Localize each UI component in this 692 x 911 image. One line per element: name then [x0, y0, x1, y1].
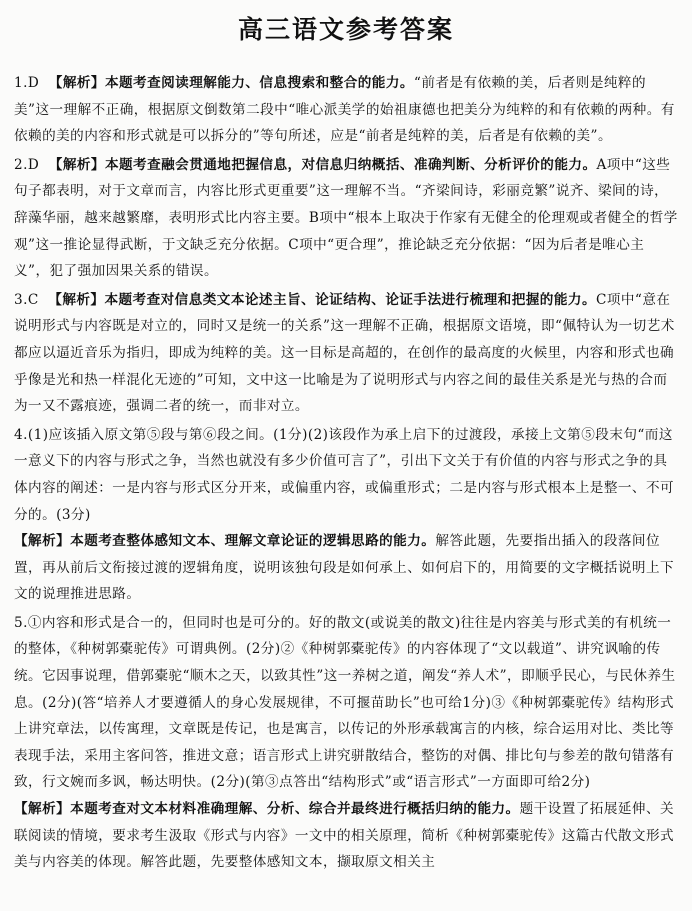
answer-content	[14, 70, 678, 876]
answer-paragraph	[14, 152, 678, 285]
item-number: 1.	[14, 75, 28, 91]
analysis-tag: 【解析】本题考查阅读理解能力、信息搜索和整合的能力。	[48, 75, 414, 91]
analysis-tag: 【解析】本题考查对文本材料准确理解、分析、综合并最终进行概括归纳的能力。	[14, 801, 520, 818]
analysis-text: A项中“这些句子都表明，对于文章而言，内容比形式更重要”这一理解不当。“齐梁间诗，彩丽竞繁”说齐、梁间的诗，辞藻华丽，越来越繁靡，表明形式比内容主要。B项中“根本上取决于作家有无健全的伦理观或者健全的哲学观”这一推论显得武断，于文缺乏充分依据。C项中“更合理”，推论缺乏充分依据：“因为后者是唯心主义”，犯了强加因果关系的错误。	[14, 156, 678, 280]
answer-choice: C	[27, 291, 39, 308]
answer-paragraph	[14, 70, 678, 150]
answer-choice: D	[27, 156, 40, 173]
analysis-paragraph	[14, 528, 678, 608]
item-number: 5.	[14, 614, 28, 631]
analysis-text: 解答此题，先要指出插入的段落间位置，再从前后文衔接过渡的逻辑角度，说明该独句段是如何承上、如何启下的，用简要的文字概括说明上下文的说理推进思路。	[14, 533, 675, 603]
answer-item-1	[14, 70, 678, 150]
item-number: 4.	[14, 426, 28, 443]
analysis-text: “前者是有依赖的美，后者则是纯粹的美”这一理解不正确，根据原文倒数第二段中“唯心派美学的始祖康德也把美分为纯粹的和有依赖的两种。有依赖的美的内容和形式就是可以拆分的”等句所述，应是“前者是纯粹的美，后者是有依赖的美”。	[14, 75, 675, 145]
analysis-tag: 【解析】本题考查融会贯通地把握信息，对信息归纳概括、准确判断、分析评价的能力。	[48, 156, 597, 173]
page-title: 高三语文参考答案	[237, 15, 454, 44]
answer-item-5	[14, 610, 678, 876]
analysis-paragraph	[14, 796, 678, 876]
analysis-tag: 【解析】本题考查对信息类文本论述主旨、论证结构、论证手法进行梳理和把握的能力。	[48, 291, 596, 308]
answer-paragraph	[14, 422, 678, 528]
item-number: 2.	[14, 156, 28, 173]
answer-text: ①内容和形式是合一的，但同时也是可分的。好的散文(或说美的散文)往往是内容美与形式美的有机统一的整体，《种树郭橐驼传》可谓典例。(2分)②《种树郭橐驼传》的内容体现了“文以载道”、讲究讽喻的传统。它因事说理，借郭橐驼“顺木之天，以致其性”这一养树之道，阐发“养人术”，即顺乎民心，与民休养生息。(2分)(答“培养人才要遵循人的身心发展规律，不可揠苗助长”也可给1分)③《种树郭橐驼传》结构形式上讲究章法，以传寓理，文章既是传记，也是寓言，以传记的外形承载寓言的内核，综合运用对比、类比等表现手法，采用主客问答，推进文意；语言形式上讲究骈散结合，整饬的对偶、排比句与参差的散句错落有致，行文婉而多讽，畅达明快。(2分)(第③点答出“结构形式”或“语言形式”一方面即可给2分)	[14, 614, 676, 791]
answer-choice: D	[27, 75, 40, 91]
answer-paragraph	[14, 287, 678, 420]
analysis-text: C项中“意在说明形式与内容既是对立的，同时又是统一的关系”这一理解不正确，根据原文语境，即“佩特认为一切艺术都应以逼近音乐为指归，即成为纯粹的美。这一目标是高超的，在创作的最高度的火候里，内容和形式也确乎像是光和热一样混化无迹的”可知，文中这一比喻是为了说明形式与内容之间的最佳关系是光与热的合而为一又不露痕迹，强调二者的统一，而非对立。	[14, 291, 675, 415]
answer-paragraph	[14, 610, 678, 796]
answer-text: (1)应该插入原文第⑤段与第⑥段之间。(1分)(2)该段作为承上启下的过渡段，承接上文第⑤段末句“而这一意义下的内容与形式之争，当然也就没有多少价值可言了”，引出下文关于有价值的内容与形式之争的具体内容的阐述：一是内容与形式区分开来，或偏重内容，或偏重形式；二是内容与形式根本上是整一、不可分的。(3分)	[14, 426, 675, 523]
answer-item-4	[14, 422, 678, 608]
analysis-text: 题干设置了拓展延伸、关联阅读的情境，要求考生汲取《形式与内容》一文中的相关原理，简析《种树郭橐驼传》这篇古代散文形式美与内容美的体现。解答此题，先要整体感知文本，撷取原文相关主	[14, 801, 675, 871]
analysis-tag: 【解析】本题考查整体感知文本、理解文章论证的逻辑思路的能力。	[14, 533, 436, 550]
answer-item-3	[14, 287, 678, 420]
answer-item-2	[14, 152, 678, 285]
item-number: 3.	[14, 291, 28, 308]
